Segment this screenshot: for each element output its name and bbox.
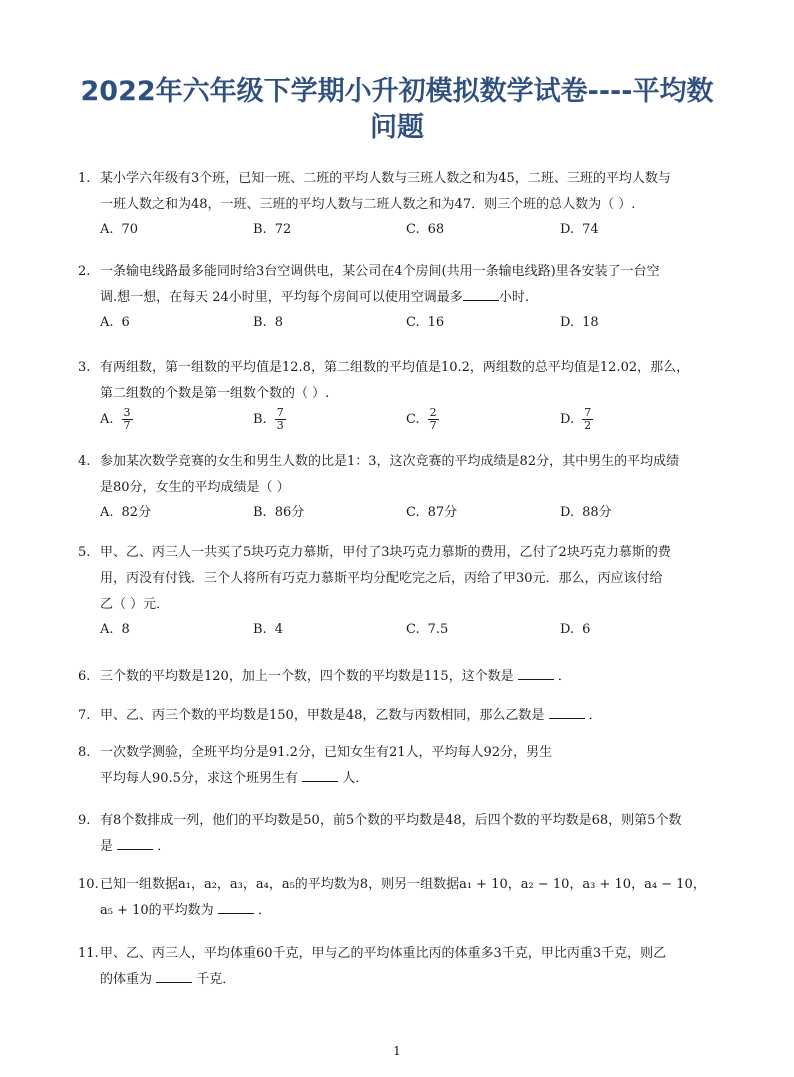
question-number: 5.: [78, 545, 91, 560]
question-number: 10.: [78, 877, 99, 892]
option-b[interactable]: B. 86分: [253, 505, 305, 520]
options-row: [78, 501, 724, 525]
question-number: 6.: [78, 669, 91, 684]
answer-blank[interactable]: [302, 767, 338, 782]
question-number: 8.: [78, 745, 91, 760]
option-d[interactable]: D. $\frac{7}{2}$: [560, 406, 592, 432]
question-text: 甲、乙、丙三个数的平均数是150，甲数是48，乙数与丙数相同，那么乙数是 ．: [100, 703, 602, 729]
question-3: [78, 355, 724, 439]
question-text: 有两组数，第一组数的平均值是12.8，第二组数的平均值是10.2，两组数的总平均值是12.02，那么，: [100, 360, 690, 375]
option-a[interactable]: A. 6: [100, 315, 130, 330]
option-d[interactable]: D. 18: [560, 315, 599, 330]
option-b[interactable]: B. $\frac{7}{3}$: [253, 406, 284, 432]
answer-blank[interactable]: [156, 968, 192, 983]
question-number: 11.: [78, 946, 99, 961]
option-c[interactable]: C. $\frac{2}{7}$: [406, 406, 437, 432]
option-b[interactable]: B. 4: [253, 622, 283, 637]
question-text: 三个数的平均数是120，加上一个数，四个数的平均数是115，这个数是 ．: [100, 664, 571, 690]
options-row: [78, 218, 724, 242]
question-text: 是 ．: [100, 834, 170, 860]
option-a[interactable]: A. 82分: [100, 505, 152, 520]
question-text: 乙（ ）元．: [100, 597, 170, 612]
option-c[interactable]: C. 16: [406, 315, 445, 330]
question-7: [78, 703, 724, 729]
options-row: [78, 407, 724, 439]
options-row: [78, 618, 724, 642]
options-row: [78, 311, 724, 335]
question-text: 某小学六年级有3个班，已知一班、二班的平均人数与三班人数之和为45，二班、三班的平均人数与: [100, 171, 671, 186]
fraction: $\frac{2}{7}$: [429, 406, 437, 432]
question-4: [78, 449, 724, 525]
title-line-2: 问题: [370, 112, 424, 143]
fraction: $\frac{3}{7}$: [123, 406, 131, 432]
question-1: [78, 166, 724, 242]
question-text: 的体重为 千克．: [100, 967, 235, 993]
question-2: [78, 259, 724, 335]
answer-blank[interactable]: [117, 835, 153, 850]
question-text: 是80分，女生的平均成绩是（ ）: [100, 480, 290, 495]
option-b[interactable]: B. 8: [253, 315, 283, 330]
question-text: 平均每人90.5分，求这个班男生有 人．: [100, 766, 368, 792]
page-title: [40, 74, 754, 146]
question-text: 参加某次数学竞赛的女生和男生人数的比是1：3，这次竞赛的平均成绩是82分，其中男生的平均成绩: [100, 454, 680, 469]
answer-blank[interactable]: [549, 704, 585, 719]
question-number: 9.: [78, 813, 91, 828]
fraction: $\frac{7}{2}$: [584, 406, 592, 432]
question-number: 3.: [78, 360, 91, 375]
question-text: 甲、乙、丙三人，平均体重60千克，甲与乙的平均体重比丙的体重多3千克，甲比丙重3千克，则乙: [100, 946, 667, 961]
question-text: 第二组数的个数是第一组数个数的（ ）.: [100, 386, 330, 401]
question-text: 已知一组数据a₁，a₂，a₃，a₄，a₅的平均数为8，则另一组数据a₁ + 10，a₂ − 10，a₃ + 10，a₄ − 10，: [100, 877, 706, 892]
question-text: 用，丙没有付钱．三个人将所有巧克力慕斯平均分配吃完之后，丙给了甲30元．那么，丙应该付给: [100, 571, 663, 586]
option-a[interactable]: A. 8: [100, 622, 130, 637]
option-c[interactable]: C. 87分: [406, 505, 458, 520]
question-11: [78, 941, 724, 993]
question-text: 甲、乙、丙三人一共买了5块巧克力慕斯，甲付了3块巧克力慕斯的费用，乙付了2块巧克力慕斯的费: [100, 545, 671, 560]
answer-blank[interactable]: [518, 665, 554, 680]
option-a[interactable]: A. $\frac{3}{7}$: [100, 406, 131, 432]
option-c[interactable]: C. 68: [406, 222, 445, 237]
title-line-1: 2022年六年级下学期小升初模拟数学试卷----平均数: [80, 76, 714, 107]
option-c[interactable]: C. 7.5: [406, 622, 449, 637]
option-a[interactable]: A. 70: [100, 222, 139, 237]
question-9: [78, 808, 724, 860]
answer-blank[interactable]: [463, 286, 499, 301]
option-d[interactable]: D. 74: [560, 222, 599, 237]
question-5: [78, 540, 724, 642]
question-text: 一次数学测验，全班平均分是91.2分，已知女生有21人，平均每人92分，男生: [100, 745, 553, 760]
question-number: 1.: [78, 171, 91, 186]
question-text: a₅ + 10的平均数为 ．: [100, 898, 271, 924]
answer-blank[interactable]: [218, 899, 254, 914]
question-8: [78, 740, 724, 792]
option-d[interactable]: D. 88分: [560, 505, 612, 520]
question-text: 一班人数之和为48，一班、三班的平均人数与二班人数之和为47．则三个班的总人数为（ ）.: [100, 197, 636, 212]
question-10: [78, 872, 724, 924]
option-d[interactable]: D. 6: [560, 622, 591, 637]
question-number: 7.: [78, 708, 91, 723]
page-number: 1: [393, 1044, 401, 1058]
question-text: 一条输电线路最多能同时给3台空调供电，某公司在4个房间(共用一条输电线路)里各安装了一台空: [100, 264, 660, 279]
fraction: $\frac{7}{3}$: [276, 406, 284, 432]
question-6: [78, 664, 724, 690]
question-number: 4.: [78, 454, 91, 469]
question-text: 调.想一想，在每天 24小时里，平均每个房间可以使用空调最多 小时.: [100, 285, 529, 311]
question-text: 有8个数排成一列，他们的平均数是50，前5个数的平均数是48，后四个数的平均数是68，则第5个数: [100, 813, 682, 828]
option-b[interactable]: B. 72: [253, 222, 292, 237]
question-number: 2.: [78, 264, 91, 279]
